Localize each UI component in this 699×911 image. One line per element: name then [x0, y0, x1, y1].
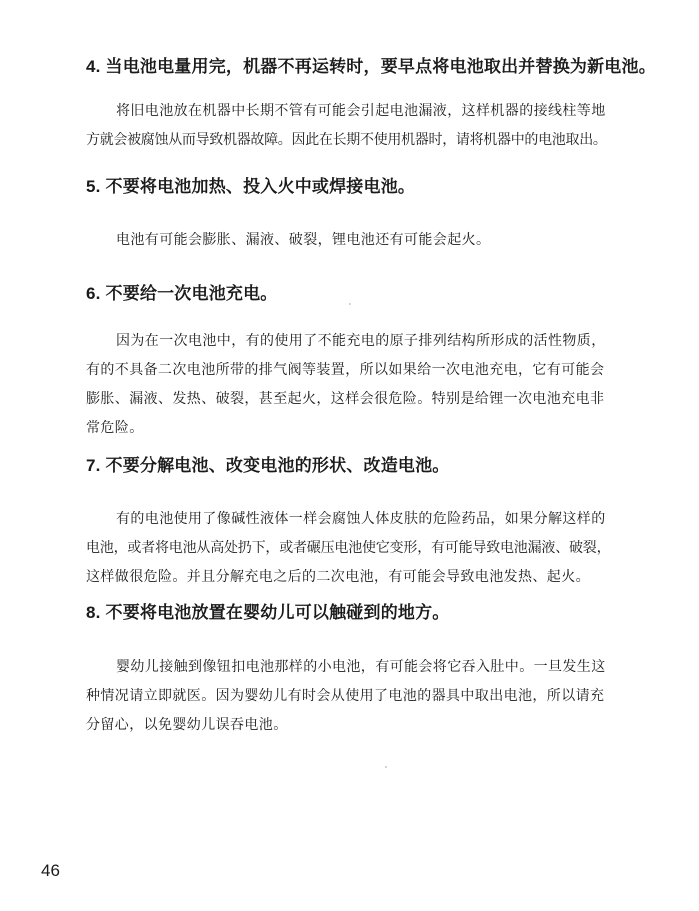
scan-speck — [385, 766, 387, 768]
paragraph-line: 有的不具备二次电池所带的排气阀等装置，所以如果给一次电池充电，它有可能会 — [86, 362, 605, 378]
scan-speck — [349, 303, 351, 305]
paragraph-line: 有的电池使用了像碱性液体一样会腐蚀人体皮肤的危险药品，如果分解这样的 — [116, 511, 606, 527]
section-body-7 — [86, 505, 626, 592]
section-heading-4: 4. 当电池电量用完，机器不再运转时，要早点将电池取出并替换为新电池。 — [86, 57, 656, 76]
paragraph-line: 电池，或者将电池从高处扔下，或者碾压电池使它变形，有可能导致电池漏液、破裂， — [86, 540, 611, 556]
paragraph-line: 电池有可能会膨胀、漏液、破裂，锂电池还有可能会起火。 — [116, 232, 491, 248]
paragraph-line: 将旧电池放在机器中长期不管有可能会引起电池漏液，这样机器的接线柱等地 — [116, 103, 606, 119]
page-number: 46 — [41, 861, 60, 880]
paragraph-line: 婴幼儿接触到像钮扣电池那样的小电池，有可能会将它吞入肚中。一旦发生这 — [116, 659, 606, 675]
paragraph-line: 膨胀、漏液、发热、破裂，甚至起火，这样会很危险。特别是给锂一次电池充电非 — [86, 391, 605, 407]
paragraph-line: 因为在一次电池中，有的使用了不能充电的原子排列结构所形成的活性物质， — [116, 333, 606, 349]
paragraph-line: 这样做很危险。并且分解充电之后的二次电池，有可能会导致电池发热、起火。 — [86, 569, 590, 585]
section-heading-7: 7. 不要分解电池、改变电池的形状、改造电池。 — [86, 456, 450, 475]
paragraph-line: 常危险。 — [86, 420, 144, 436]
section-body-6 — [86, 327, 626, 443]
paragraph-line: 分留心，以免婴幼儿误吞电池。 — [86, 717, 288, 733]
section-body-5 — [86, 226, 626, 255]
section-heading-6: 6. 不要给一次电池充电。 — [86, 284, 278, 303]
section-heading-8: 8. 不要将电池放置在婴幼儿可以触碰到的地方。 — [86, 603, 450, 622]
section-body-8 — [86, 653, 626, 740]
paragraph-line: 方就会被腐蚀从而导致机器故障。因此在长期不使用机器时，请将机器中的电池取出。 — [86, 132, 607, 148]
section-heading-5: 5. 不要将电池加热、投入火中或焊接电池。 — [86, 177, 416, 196]
section-body-4 — [86, 97, 626, 155]
paragraph-line: 种情况请立即就医。因为婴幼儿有时会从使用了电池的器具中取出电池，所以请充 — [86, 688, 605, 704]
